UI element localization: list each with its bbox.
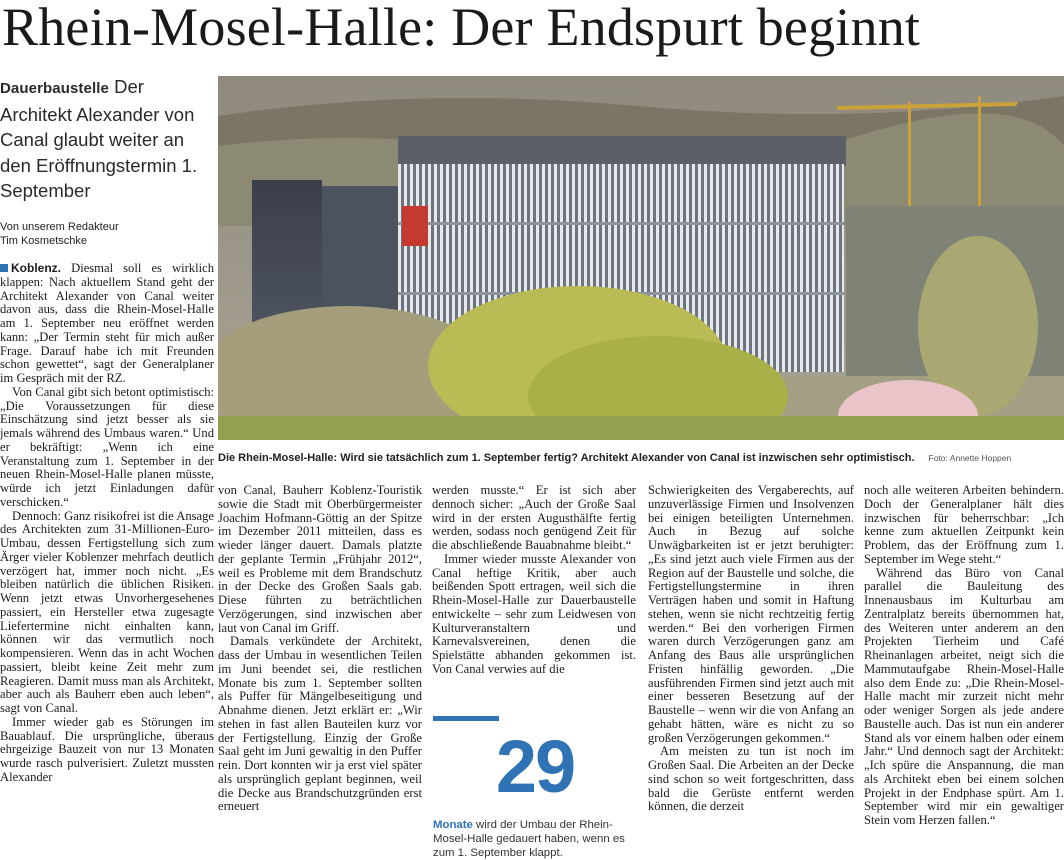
factbox-number: 29 [495, 725, 575, 808]
photo-credit: Foto: Annette Hoppen [928, 453, 1012, 463]
paragraph: Schwierigkeiten des Vergaberechts, auf unzuverlässige Firmen und Insolvenzen bei einigen beteiligten Unternehmen. Auch in Bezug auf solche Unwägbarkeiten ist er jetzt beruhigter: „Es sind jetzt auch viele Firmen aus der Region auf der Baustelle und solche, die Fertigstellungstermine in ihren Verträgen haben und somit in Haftung stehen, wenn sie nicht rechtzeitig fertig werden.“ Bei den vorherigen Firmen waren durch Verzögerungen ganz am Anfang des Baus alle ursprünglichen Fristen hinfällig geworden. „Die ausführenden Firmen sind jetzt auch mit einer besseren Besetzung auf der Baustelle – wenn wir die von Anfang an gehabt hätten, wäre es nicht zu so großen Verzögerungen gekommen.“ [648, 484, 854, 745]
paragraph: noch alle weiteren Arbeiten behindern. Doch der Generalplaner hält dies inzwischen für beherrschbar: „Ich kenne zum aktuellen Zeitpunkt kein Problem, das der Eröffnung zum 1. September im Wege steht.“ [864, 484, 1064, 566]
article-column-1 [0, 262, 214, 860]
paragraph-text: Diesmal soll es wirklich klappen: Nach aktuellem Stand geht der Architekt Alexander von Canal weiter davon aus, dass die Rhein-Mosel-Halle am 1. September neu eröffnet werden kann: „Der Termin steht für mich außer Frage. Darauf habe ich mit Freunden schon gewettet“, sagt der Generalplaner im Gespräch mit der RZ. [0, 262, 214, 385]
kicker-topic: Dauerbaustelle [0, 80, 109, 97]
factbox-rule [433, 716, 499, 721]
paragraph: Während das Büro von Canal parallel die Bauleitung des Innenausbaus im Kulturbau am Zentralplatz bereits übernommen hat, des Weiteren unter anderem an den Projekten Tierheim und Café Rheinanlagen arbeitet, neigt sich die Mammutaufgabe Rhein-Mosel-Halle also dem Ende zu: „Die Rhein-Mosel-Halle macht mir zurzeit nicht mehr oder weniger Sorgen als jede andere Baustelle auch. Das ist nun ein anderer Stand als vor einem halben oder einem Jahr.“ Und dennoch sagt der Architekt: „Ich spüre die Anspannung, die man als Architekt eben bei einem solchen Projekt in der Endphase spürt. Am 1. September wird mir ein gewaltiger Stein vom Herzen fallen.“ [864, 565, 1064, 827]
photo-graphic [218, 76, 1064, 440]
paragraph: von Canal, Bauherr Koblenz-Touristik sowie die Stadt mit Oberbürgermeister Joachim Hofmann-Göttig an der Spitze im Dezember 2011 mitteilen, dass es wieder länger dauert. Damals platzte der geplante Termin „Frühjahr 2012“, weil es Probleme mit dem Brandschutz in der Decke des Großen Saals gab. Diese führten zu beträchtlichen Verzögerungen, sind inzwischen aber laut von Canal im Griff. [218, 484, 422, 635]
paragraph: werden musste.“ Er ist sich aber dennoch sicher: „Auch der Große Saal wird in der ersten Augusthälfte fertig werden, sodass noch genügend Zeit für die abschließende Bauabnahme bleibt.“ [432, 484, 636, 552]
byline-line1: Von unserem Redakteur [0, 221, 119, 233]
dateline: Koblenz. [11, 262, 61, 275]
article-column-5 [864, 484, 1064, 860]
paragraph: Immer wieder musste Alexander von Canal heftige Kritik, aber auch beißenden Spott ertragen, weil sich die Rhein-Mosel-Halle zur Dauerbaustelle entwickelte – sehr zum Leidwesen von Kulturveranstaltern und Karnevalsvereinen, denen die Spielstätte abhanden gekommen ist. Von Canal verwies auf die [432, 551, 636, 676]
byline [0, 220, 208, 248]
dateline-square-icon [0, 264, 8, 272]
paragraph: Immer wieder gab es Störungen im Bauablauf. Die ursprüngliche, überaus ehrgeizige Bauzeit von nur 13 Monaten wurde rasch pulverisiert. Zuletzt mussten Alexander [0, 714, 214, 784]
article-column-3 [432, 484, 636, 696]
caption-text: Die Rhein-Mosel-Halle: Wird sie tatsächlich zum 1. September fertig? Architekt Alexander von Canal ist inzwischen sehr optimistisch. [218, 452, 915, 464]
factbox-label: Monate [433, 819, 473, 831]
paragraph: Damals verkündete der Architekt, dass der Umbau in wesentlichen Teilen im Juni beendet sei, die restlichen Monate bis zum 1. September sollten als Puffer für Mängelbeseitigung und Abnahme dienen. Jetzt erklärt er: „Wir stehen in fast allen Bauteilen kurz vor der Fertigstellung. Einzig der Große Saal geht im Juni gewaltig in den Puffer rein. Dort konnten wir ja erst viel später als ursprünglich geplant beginnen, weil die Decke aus Brandschutzgründen erst erneuert [218, 634, 422, 814]
paragraph: Am meisten zu tun ist noch im Großen Saal. Die Arbeiten an der Decke sind schon so weit fortgeschritten, dass bald die Gerüste entfernt werden können, die derzeit [648, 744, 854, 814]
paragraph: Von Canal gibt sich betont optimistisch: „Die Voraussetzungen für diese Einschätzung sind jetzt besser als sie jemals während des Umbaus waren.“ Und er bekräftigt: „Wenn ich eine Veranstaltung zum 1. September in der neuen Rhein-Mosel-Halle planen müsste, würde ich jetzt Einladungen dafür verschicken.“ [0, 384, 214, 509]
headline: Rhein-Mosel-Halle: Der Endspurt beginnt [2, 0, 921, 57]
paragraph: Dennoch: Ganz risikofrei ist die Ansage des Architekten zum 31-Millionen-Euro-Umbau, dessen Fertigstellung sich zum Ärger vieler Koblenzer mehrfach deutlich verzögert hat, immer noch nicht. „Es bleiben natürlich die üblichen Risiken. Wenn jetzt etwas Unvorhergesehenes passiert, ein Hersteller etwa zugesagte Liefertermine nicht einhalten kann, können wir das vermutlich noch kompensieren. Wenn das in acht Wochen passiert, bleibt keine Zeit mehr zum Reagieren. Damit muss man als Architekt, aber auch als Bauherr eben auch leben“, sagt von Canal. [0, 508, 214, 715]
article-column-2 [218, 484, 422, 860]
photo-caption [218, 452, 1064, 470]
building-photo [218, 76, 1064, 440]
byline-author: Tim Kosmetschke [0, 235, 88, 247]
kicker [0, 74, 208, 204]
kicker-text: Der Architekt Alexander von Canal glaubt weiter an den Eröffnungstermin 1. September [0, 76, 198, 201]
paragraph [0, 262, 214, 386]
article-column-4 [648, 484, 854, 860]
factbox-text [433, 818, 637, 860]
factbox-description: wird der Umbau der Rhein-Mosel-Halle gedauert haben, wenn es zum 1. September klappt. [433, 819, 625, 859]
